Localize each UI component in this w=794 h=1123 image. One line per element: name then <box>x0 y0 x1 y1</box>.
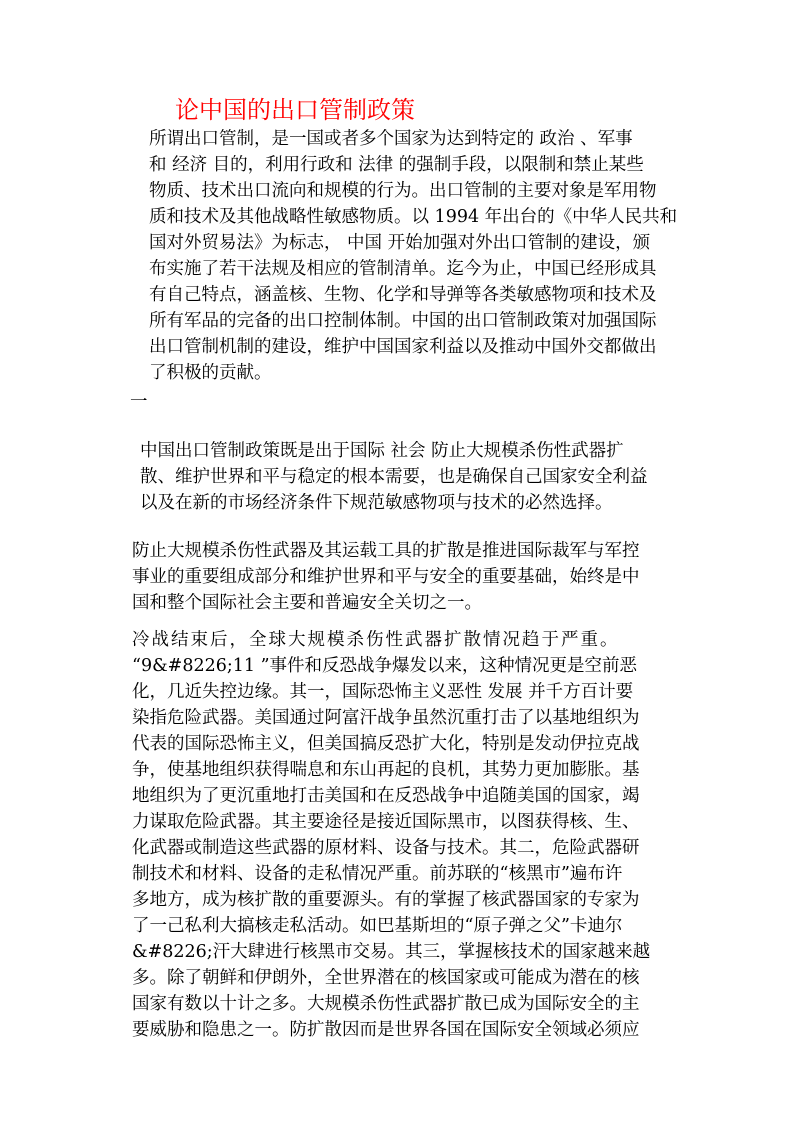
text-line: 事业的重要组成部分和维护世界和平与安全的重要基础，始终是中 <box>132 567 640 587</box>
text-line: 冷战结束后，全球大规模杀伤性武器扩散情况趋于严重。 <box>132 630 620 650</box>
paragraph-intro <box>120 126 690 386</box>
section-heading <box>130 389 170 415</box>
section-number: 一 <box>130 392 148 412</box>
text-line: 国对外贸易法》为标志， 中国 开始加强对外出口管制的建设，颁 <box>149 233 651 253</box>
text-line: 多地方，成为核扩散的重要源头。有的掌握了核武器国家的专家为 <box>132 890 640 910</box>
text-line: 代表的国际恐怖主义，但美国搞反恐扩大化，特别是发动伊拉克战 <box>132 734 640 754</box>
text-line: 和 经济 目的，利用行政和 法律 的强制手段，以限制和禁止某些 <box>149 155 644 175</box>
paragraph <box>120 538 690 616</box>
text-line: 国和整个国际社会主要和普遍安全关切之一。 <box>132 593 482 613</box>
text-line: 质和技术及其他战略性敏感物质。以 1994 年出台的《中华人民共和 <box>149 207 678 227</box>
text-line: 以及在新的市场经济条件下规范敏感物项与技术的必然选择。 <box>140 493 613 513</box>
text-line: 所谓出口管制，是一国或者多个国家为达到特定的 政治 、军事 <box>149 129 633 149</box>
text-line: 染指危险武器。美国通过阿富汗战争虽然沉重打击了以基地组织为 <box>132 708 640 728</box>
text-line: 化武器或制造这些武器的原材料、设备与技术。其二，危险武器研 <box>132 838 640 858</box>
paragraph <box>120 627 690 1043</box>
document-title: 论中国的出口管制政策 <box>175 96 415 124</box>
paragraph <box>120 438 690 516</box>
text-line: 地组织为了更沉重地打击美国和在反恐战争中追随美国的国家，竭 <box>132 786 640 806</box>
text-line: 出口管制机制的建设，维护中国国家利益以及推动中国外交都做出 <box>149 337 657 357</box>
text-line: 化，几近失控边缘。其一，国际恐怖主义恶性 发展 并千方百计要 <box>132 682 634 702</box>
text-line: 所有军品的完备的出口控制体制。中国的出口管制政策对加强国际 <box>149 311 657 331</box>
text-line: 散、维护世界和平与稳定的根本需要，也是确保自己国家安全利益 <box>140 467 648 487</box>
text-line: 了一己私利大搞核走私活动。如巴基斯坦的“原子弹之父”卡迪尔 <box>132 916 623 936</box>
text-line: 物质、技术出口流向和规模的行为。出口管制的主要对象是军用物 <box>149 181 657 201</box>
text-line: 要威胁和隐患之一。防扩散因而是世界各国在国际安全领域必须应 <box>132 1020 640 1040</box>
text-line: 防止大规模杀伤性武器及其运载工具的扩散是推进国际裁军与军控 <box>132 541 640 561</box>
text-line: &#8226;汗大肆进行核黑市交易。其三，掌握核技术的国家越来越 <box>132 942 651 962</box>
text-line: 制技术和材料、设备的走私情况严重。前苏联的“核黑市”遍布许 <box>132 864 623 884</box>
text-line: 多。除了朝鲜和伊朗外，全世界潜在的核国家或可能成为潜在的核 <box>132 968 640 988</box>
text-line: “9&#8226;11 ”事件和反恐战争爆发以来，这种情况更是空前恶 <box>132 656 638 676</box>
text-line: 布实施了若干法规及相应的管制清单。迄今为止，中国已经形成具 <box>149 259 657 279</box>
text-line: 中国出口管制政策既是出于国际 社会 防止大规模杀伤性武器扩 <box>140 441 624 461</box>
text-line: 力谋取危险武器。其主要途径是接近国际黑市，以图获得核、生、 <box>132 812 640 832</box>
text-line: 争，使基地组织获得喘息和东山再起的良机，其势力更加膨胀。基 <box>132 760 640 780</box>
text-line: 有自己特点，涵盖核、生物、化学和导弹等各类敏感物项和技术及 <box>149 285 657 305</box>
text-line: 国家有数以十计之多。大规模杀伤性武器扩散已成为国际安全的主 <box>132 994 640 1014</box>
text-line: 了积极的贡献。 <box>149 363 272 383</box>
